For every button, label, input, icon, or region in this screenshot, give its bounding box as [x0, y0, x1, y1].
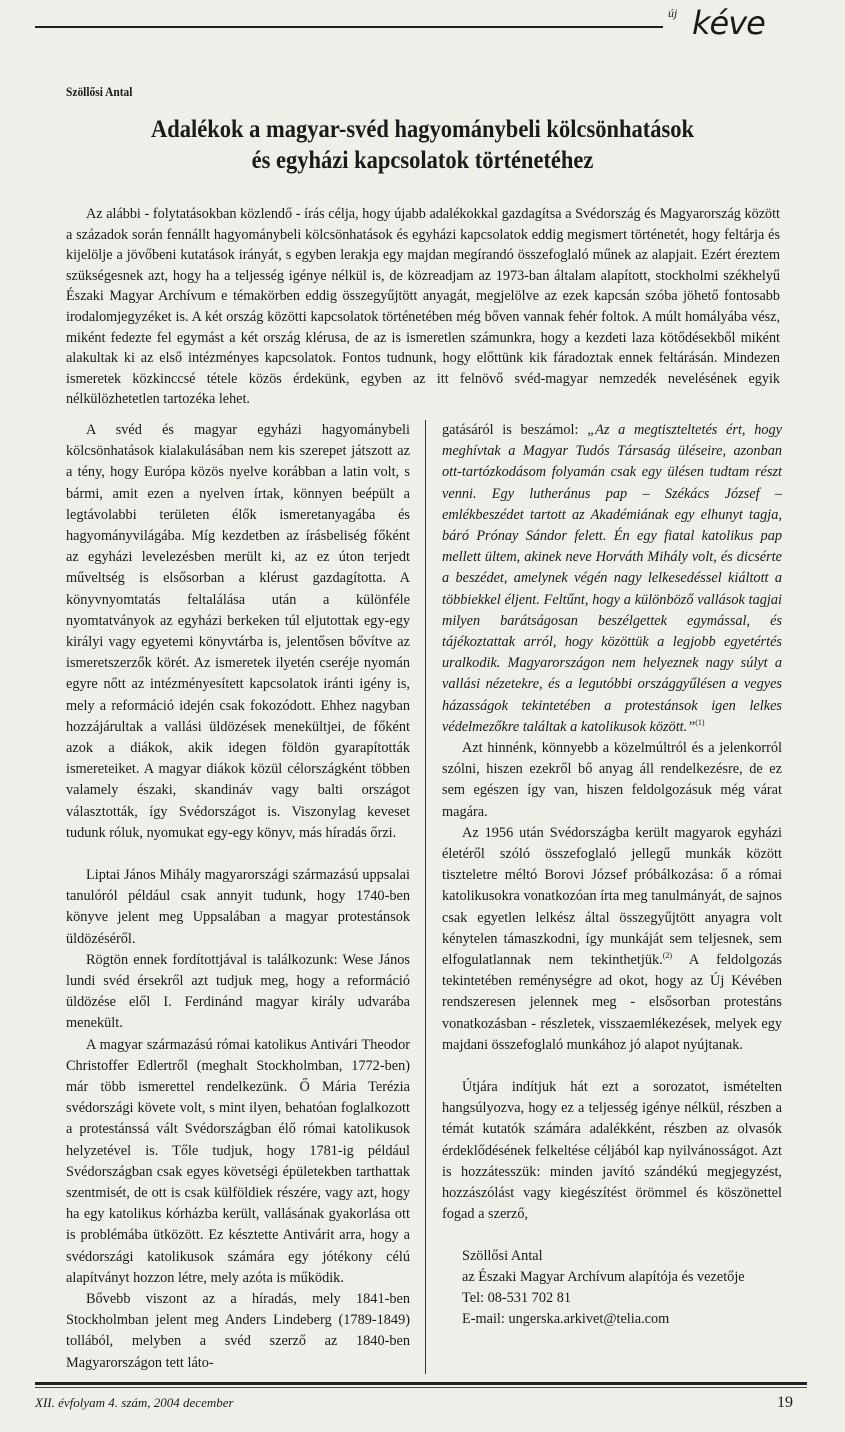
paragraph: Útjára indítjuk hát ezt a sorozatot, ismételten hangsúlyozva, hogy ez a teljesség igénye nélkül, részben a témát kutatók számára adalékként, részben az olvasók érdeklődésének felkeltése céljából kap nyilvánosságot. Azt is hozzátesszük: minden javító szándékú megjegyzést, hozzászólást vagy kiegészítést örömmel és köszönettel fogad a szerző,	[442, 1079, 782, 1223]
header-rule	[35, 26, 663, 28]
article-columns	[66, 420, 782, 1374]
right-column	[426, 420, 782, 1374]
signature-name: Szöllősi Antal	[462, 1248, 543, 1265]
logo-small-text: új	[668, 6, 678, 20]
footer-row	[35, 1394, 807, 1412]
paragraph-text: Az 1956 után Svédországba került magyarok egyházi életéről szóló összefoglaló jellegű munkák között tiszteletre méltó Borovi József próbálkozása: ő a római katolikusokra vonatkozóan írta meg tanulmányát, de sajnos csak egyetlen lelkész által összegyűjtött anyagra volt kénytelen támaszkodni, így munkáját sem teljesnek, sem elfogulatlannak nem tekinthetjük.	[442, 824, 782, 969]
paragraph	[442, 823, 782, 1056]
paragraph-quote	[442, 420, 782, 738]
footer-rule-thin	[35, 1387, 807, 1388]
title-line-1: Adalékok a magyar-svéd hagyománybeli kölcsönhatások	[150, 116, 694, 143]
logo-main-text: kéve	[692, 4, 765, 42]
page-number: 19	[777, 1393, 793, 1411]
footnote-ref: (1)	[695, 718, 705, 728]
quote-lead: gatásáról is beszámol:	[442, 421, 588, 438]
footer-rule	[35, 1382, 807, 1385]
signature-email[interactable]: E-mail: ungerska.arkivet@telia.com	[462, 1311, 670, 1328]
paragraph: Liptai János Mihály magyarországi származású uppsalai tanulóról például csak annyit tudunk, hogy 1740-ben könyve jelent meg Uppsalában a magyar protestánsok üldözéséről.	[66, 867, 410, 947]
quote-text: „Az a megtiszteltetés ért, hogy meghívtak a Magyar Tudós Társaság üléseire, azonban ott-tartózkodásom folyamán csak egy ülésen tudtam részt venni. Egy lutheránus pap – Székács József – emlékbeszédet tartott az Akadémiának egy elhunyt tagja, báró Prónay Sándor felett. Én egy fiatal katolikus pap mellett ültem, akinek neve Horváth Mihály volt, és dicsérte a beszédet, amelynek végén nagy lelkesedéssel kiáltott a többiekkel éljent. Feltűnt, hogy a különböző vallások tagjai milyen barátságosan beszélgettek egymással, és tájékoztattak arról, hogy közöttük a legjobb egyetértés uralkodik. Magyarországon nem helyeznek nagy súlyt a vallási nézetekre, és a legutóbbi országgyűlésen a vegyes házasságok tekintetében a protestánsok igen lelkes védelmezőkre találtak a katolikusok között.”	[442, 421, 782, 735]
paragraph: A svéd és magyar egyházi hagyománybeli kölcsönhatások kialakulásában nem kis szerepet játszott az a tény, hogy Európa közös nyelve korábban a latin volt, s bármi, amit ezen a nyelven írtak, könnyen beépült a legtávolabbi területen élők ismeretanyagába és hagyományvilágába. Míg kezdetben az írásbeliség főként az egyházi levelezésben merült ki, az ez úton terjedt műveltség is elsősorban a klérust gazdagította. A könyvnyomtatás feltalálása után a különféle nyomtatványok az egyházi berkeken túl eljutottak egy-egy királyi vagy egyetemi könyvtárba is, jelentősen bővítve az ismeretszerzők körét. Az ismeretek ilyetén cseréje nyomán egyre nőtt az intézményesített kapcsolatok iránti igény is, mely a reformáció idején csak fokozódott. Ehhez nagyban hozzájárultak a vallási üldözések menekültjei, de főként azok a diákok, akik idegen földön gyarapították ismereteiket. A magyar diákok közül célországként többen valamely északi, skandináv vagy balti országot választották, így Svédországot is. Viszonylag keveset tudunk róluk, nyomukat egy-egy könyv, más híradás őrzi.	[66, 421, 410, 841]
signature-role: az Északi Magyar Archívum alapítója és vezetője	[462, 1269, 745, 1286]
paragraph: A magyar származású római katolikus Antivári Theodor Christoffer Edlertről (meghalt Stockholmban, 1772-ben) már több ismerettel rendelkezünk. Ő Mária Terézia svédországi követe volt, s mint ilyen, behatóan foglalkozott a protestánssá vált Svédországban élő római katolikusok helyzetével is. Tőle tudjuk, hogy 1781-ig például Svédországban csak egyes követségi épületekben tarthattak szentmisét, de ott is csak külföldiek részére, vagy azt, hogy ha egy katolikus kórházba került, vallásának gyakorlása ott is problémába ütközött. Ez késztette Antivárit arra, hogy a svédországi katolikusok számára egy jótékony célú alapítványt hozzon létre, mely azóta is működik.	[66, 1036, 410, 1286]
paragraph: Bővebb viszont az a híradás, mely 1841-ben Stockholmban jelent meg Anders Lindeberg (1789-1849) tollából, melyben a svéd szerző az 1840-ben Magyarországon tett láto-	[66, 1291, 410, 1371]
paragraph: Rögtön ennek fordítottjával is találkozunk: Wese János lundi svéd érsekről azt tudjuk meg, hogy a reformáció üldözése elől I. Ferdinánd magyar király udvarába menekült.	[66, 951, 410, 1032]
article-title	[42, 114, 803, 176]
signature-block	[442, 1246, 782, 1330]
magazine-logo	[668, 4, 828, 46]
page-header	[0, 0, 845, 204]
signature-phone: Tel: 08-531 702 81	[462, 1290, 571, 1307]
footnote-ref: (2)	[662, 951, 673, 961]
intro-paragraph: Az alábbi - folytatásokban közlendő - írás célja, hogy újabb adalékokkal gazdagítsa a Svédország és Magyarország között a századok során fennállt hagyománybeli kölcsönhatások és egyházi kapcsolatok eddig megismert történetét, hogy feltárja és kijelölje a jövőbeni kutatások irányát, s egyben lerakja egy majdan megírandó összefoglaló műnek az alapjait. Ezért éreztem szükségesnek azt, hogy ha a teljesség igénye nélkül is, de közreadjam az 1973-ban általam alapított, stockholmi székhelyű Északi Magyar Archívum e témakörben eddig összegyűjtött anyagát, megjelölve az ezek kapcsán szóba jöhető fontosabb irodalomjegyzéket is. A két ország közötti kapcsolatok történetében még bőven vannak fehér foltok. A múlt homályába vész, miként fedezte fel egymást a két ország klérusa, de az is ismeretlen számunkra, hogy a kezdeti laza kötődésekből miként alakultak ki az első intézményes kapcsolatok. Fontos tudnunk, hogy előttünk kik fáradoztak ennek feltárásán. Mindezen ismeretek közkinccsé tétele közös érdekünk, egyben az itt felnövő svéd-magyar nemzedék nevelésének egyik nélkülözhetetlen tartozéka lehet.	[66, 206, 780, 408]
footer-issue: XII. évfolyam 4. szám, 2004 december	[35, 1394, 234, 1410]
paragraph: Azt hinnénk, könnyebb a közelmúltról és a jelenkorról szólni, hiszen ezekről bő anyag áll rendelkezésre, de ez sem egészen így van, hiszen feldolgozásuk még várat magára.	[442, 739, 782, 820]
page-footer	[35, 1382, 807, 1432]
article-author: Szöllősi Antal	[66, 84, 133, 99]
left-column	[66, 420, 425, 1374]
title-line-2: és egyházi kapcsolatok történetéhez	[251, 147, 594, 174]
paragraph-text: A feldolgozás tekintetében reménységre ad okot, hogy az Új Kévében rendszeresen jelennek meg - elsősorban protestáns vonatkozásban - részletek, visszaemlékezések, melyek egy majdani összefoglaló munkához jó alapot nyújtanak.	[442, 952, 782, 1053]
